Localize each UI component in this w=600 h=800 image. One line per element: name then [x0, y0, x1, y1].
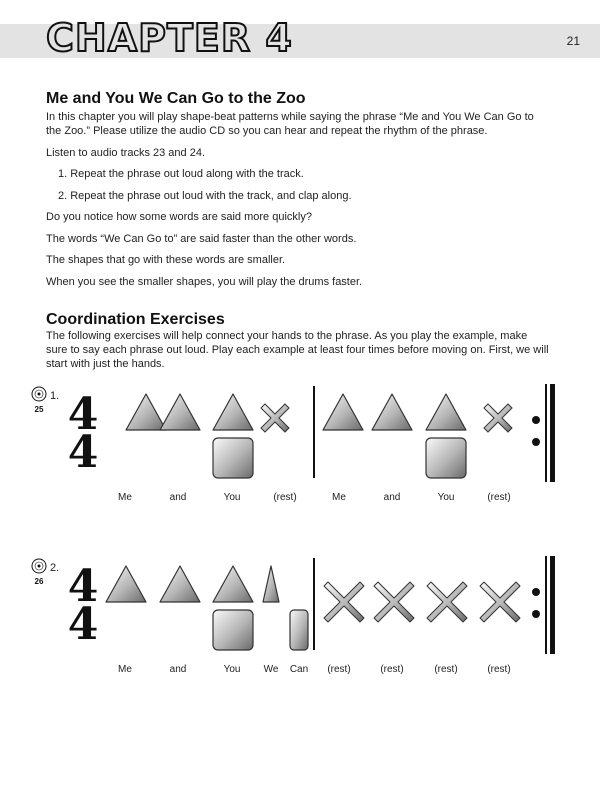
- triangle-shape: [106, 566, 146, 602]
- rest-x-shape: [427, 582, 467, 622]
- rest-x-shape: [374, 582, 414, 622]
- coordination-line-1: The following exercises will help connect your hands to the phrase. As you play the example, make: [46, 330, 528, 342]
- paragraph-words: The words “We Can Go to” are said faster than the other words.: [46, 233, 357, 245]
- triangle-shape: [160, 394, 200, 430]
- rest-x-shape: [324, 582, 364, 622]
- square-shape: [213, 610, 253, 650]
- barline: [313, 386, 315, 478]
- triangle-shape: [126, 394, 166, 430]
- repeat-thick-bar: [550, 384, 555, 482]
- section-heading-coordination: Coordination Exercises: [46, 311, 225, 328]
- lyric-word: (rest): [327, 664, 351, 675]
- small-triangle-shape: [263, 566, 279, 602]
- repeat-thick-bar: [550, 556, 555, 654]
- square-shape: [213, 438, 253, 478]
- lyric-word: Can: [289, 664, 309, 675]
- repeat-thin-bar: [545, 556, 547, 654]
- track-number: 25: [34, 405, 44, 414]
- exercise-1-notation: [0, 380, 600, 490]
- small-square-shape: [290, 610, 308, 650]
- lyric-word: (rest): [487, 492, 511, 503]
- exercise-number: 2.: [50, 562, 60, 574]
- lyric-word: Me: [118, 492, 132, 503]
- time-signature-bottom: 4: [67, 599, 99, 650]
- lyric-word: (rest): [380, 664, 404, 675]
- exercise-number: 1.: [50, 390, 60, 402]
- lyric-word: We: [263, 664, 279, 675]
- chapter-title: CHAPTER 4: [46, 16, 293, 60]
- rest-x-shape: [261, 404, 289, 432]
- triangle-shape: [160, 566, 200, 602]
- lyric-word: and: [169, 664, 187, 675]
- rest-x-shape: [484, 404, 512, 432]
- repeat-thin-bar: [545, 384, 547, 482]
- repeat-dot: [532, 416, 540, 424]
- repeat-dot: [532, 588, 540, 596]
- coordination-line-2: sure to say each phrase out loud. Play each example at least four times before moving on. First, we will: [46, 344, 549, 356]
- repeat-dot: [532, 438, 540, 446]
- coordination-line-3: start with just the hands.: [46, 358, 165, 370]
- lyric-word: and: [169, 492, 187, 503]
- lyric-word: Me: [332, 492, 346, 503]
- paragraph-shapes: The shapes that go with these words are smaller.: [46, 254, 286, 266]
- intro-line-2: the Zoo.” Please utilize the audio CD so you can hear and repeat the rhythm of the phrase.: [46, 125, 488, 137]
- triangle-shape: [213, 394, 253, 430]
- triangle-shape: [213, 566, 253, 602]
- page-number: 21: [566, 34, 580, 48]
- time-signature-bottom: 4: [67, 427, 99, 478]
- square-shape: [426, 438, 466, 478]
- exercise-2-notation: [0, 552, 600, 662]
- lyric-word: (rest): [487, 664, 511, 675]
- track-number: 26: [34, 577, 44, 586]
- lyric-word: (rest): [273, 492, 297, 503]
- time-signature-top: 4: [67, 389, 99, 440]
- listen-instruction: Listen to audio tracks 23 and 24.: [46, 147, 205, 159]
- barline: [313, 558, 315, 650]
- lyric-word: and: [383, 492, 401, 503]
- rest-x-shape: [480, 582, 520, 622]
- section-heading-zoo: Me and You We Can Go to the Zoo: [46, 90, 306, 107]
- intro-line-1: In this chapter you will play shape-beat patterns while saying the phrase “Me and You We Can Go to: [46, 111, 534, 123]
- lyric-word: You: [223, 492, 241, 503]
- step-item: 2. Repeat the phrase out loud with the track, and clap along.: [58, 190, 352, 202]
- paragraph-notice: Do you notice how some words are said more quickly?: [46, 211, 312, 223]
- lyric-word: You: [437, 492, 455, 503]
- step-item: 1. Repeat the phrase out loud along with the track.: [58, 168, 304, 180]
- triangle-shape: [372, 394, 412, 430]
- lyric-word: (rest): [434, 664, 458, 675]
- lyric-word: You: [223, 664, 241, 675]
- triangle-shape: [323, 394, 363, 430]
- repeat-dot: [532, 610, 540, 618]
- lyric-word: Me: [118, 664, 132, 675]
- paragraph-when: When you see the smaller shapes, you will play the drums faster.: [46, 276, 363, 288]
- triangle-shape: [426, 394, 466, 430]
- time-signature-top: 4: [67, 561, 99, 612]
